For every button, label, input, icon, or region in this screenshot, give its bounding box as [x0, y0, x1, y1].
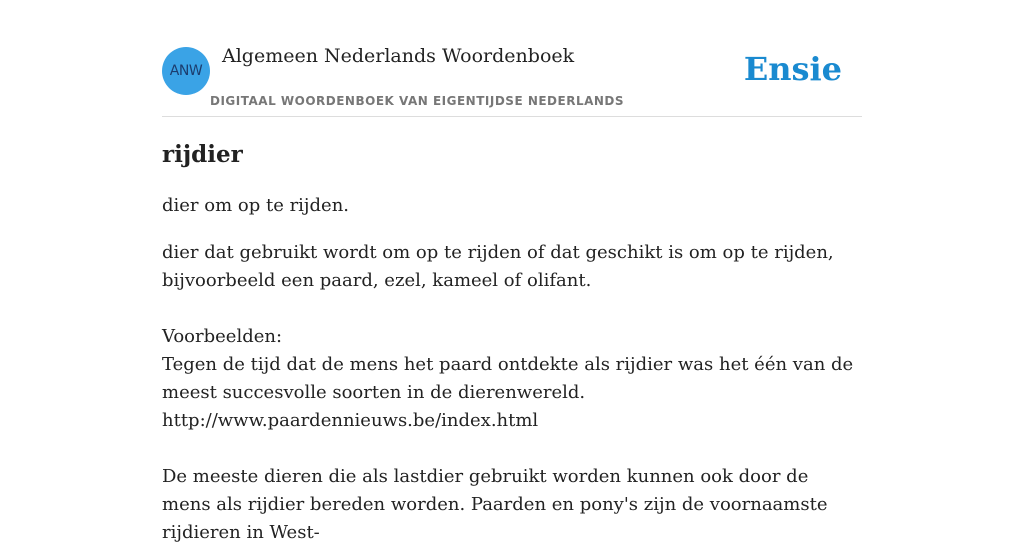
- ensie-brand-logo[interactable]: Ensie: [743, 50, 842, 88]
- example-source: http://www.paardennieuws.be/index.html: [162, 410, 539, 431]
- short-definition: dier om op te rijden.: [162, 195, 350, 216]
- entry-content: [162, 138, 862, 547]
- example-text: Tegen de tijd dat de mens het paard ontdekte als rijdier was het één van de meest succesvolle soorten in de dierenwereld.: [162, 354, 854, 403]
- long-definition: dier dat gebruikt wordt om op te rijden of dat geschikt is om op te rijden, bijvoorbeeld een paard, ezel, kameel of olifant.: [162, 242, 834, 291]
- examples-label: Voorbeelden:: [162, 326, 283, 347]
- site-subtitle: DIGITAAL WOORDENBOEK VAN EIGENTIJDSE NEDERLANDS: [210, 94, 625, 108]
- site-title[interactable]: Algemeen Nederlands Woordenboek: [222, 45, 575, 67]
- header: [162, 0, 862, 117]
- anw-logo[interactable]: ANW: [162, 47, 210, 95]
- entry-word: rijdier: [162, 141, 243, 168]
- example-text: De meeste dieren die als lastdier gebruikt worden kunnen ook door de mens als rijdier bereden worden. Paarden en pony's zijn de voornaamste rijdieren in West-: [162, 466, 828, 543]
